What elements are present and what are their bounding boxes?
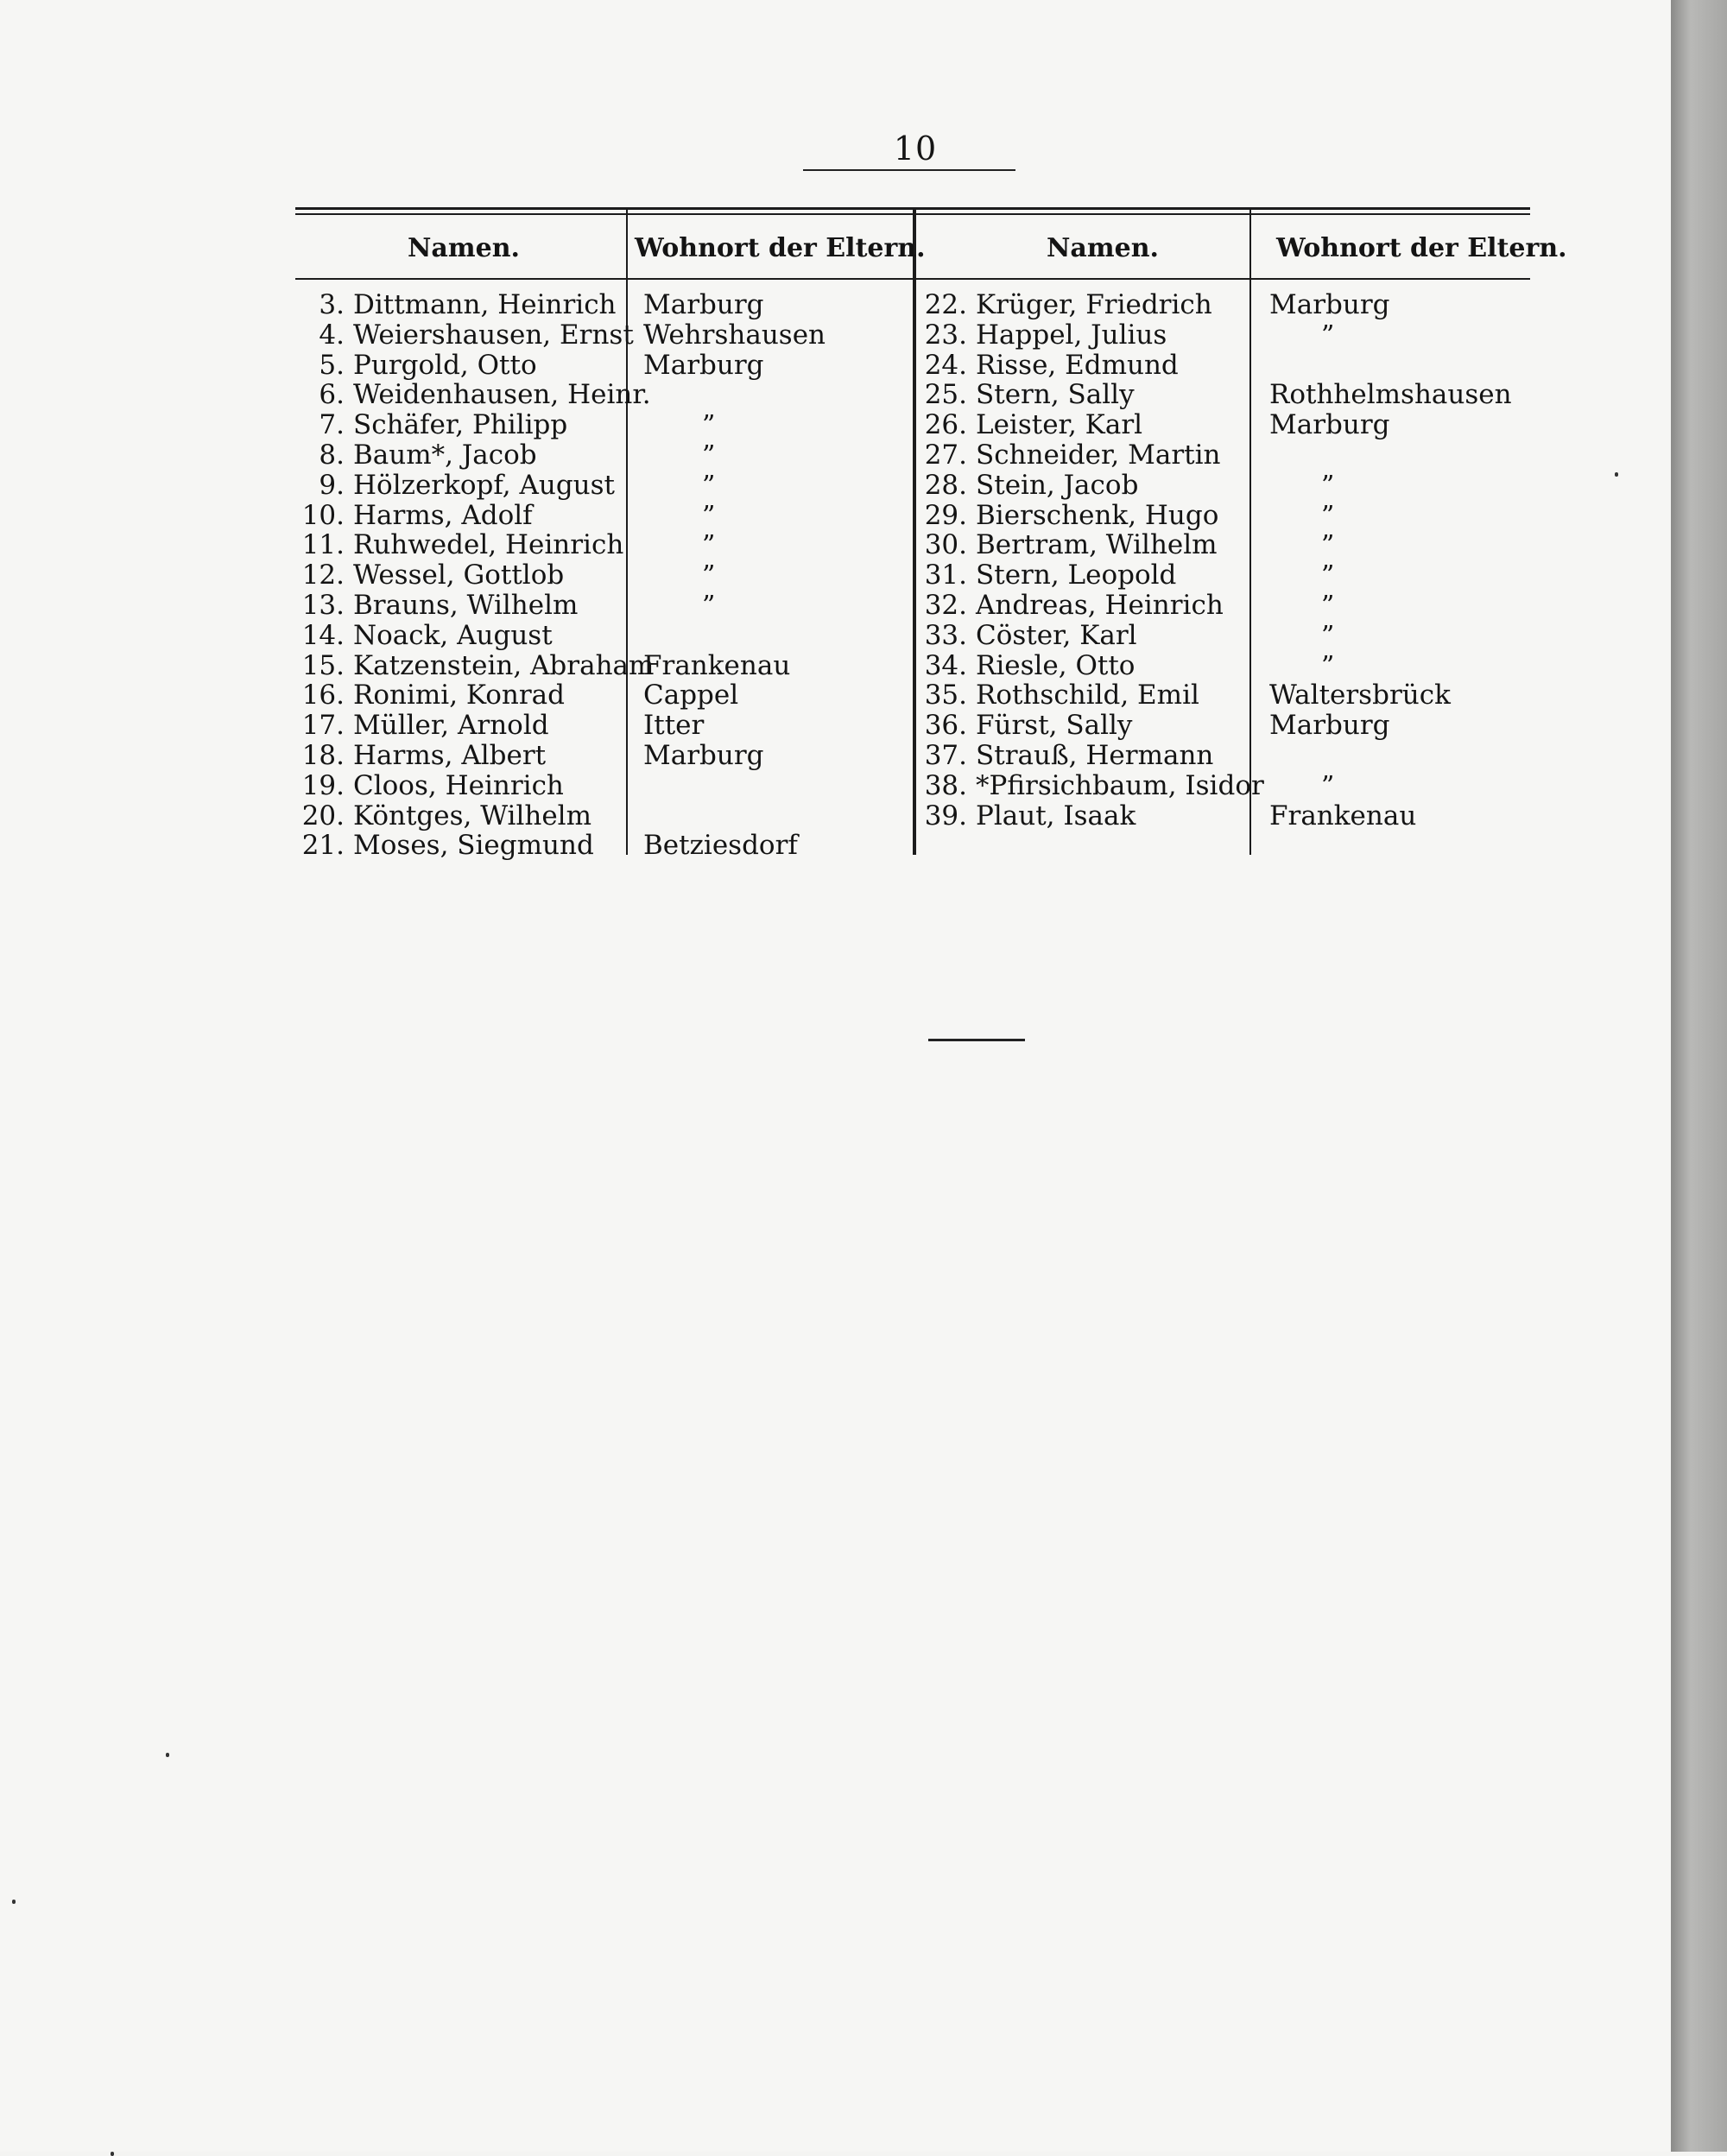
- entry-number: 16.: [301, 680, 345, 711]
- list-item: [299, 591, 654, 621]
- list-item: [924, 471, 1264, 501]
- list-item: [924, 591, 1264, 621]
- entry-number: 5.: [319, 349, 345, 381]
- header-names-right: Namen.: [1047, 233, 1159, 263]
- paper-speck: [111, 2152, 114, 2156]
- list-item: [924, 711, 1264, 741]
- ditto-mark: ”: [1321, 590, 1335, 621]
- list-item: [299, 711, 654, 741]
- header-names-left: Namen.: [408, 233, 520, 263]
- parents-residence: [643, 501, 826, 531]
- page-number: 10: [893, 130, 938, 168]
- ditto-mark: ”: [702, 590, 716, 621]
- parents-residence: [643, 771, 826, 801]
- list-item: [299, 801, 654, 831]
- parents-residence: [1269, 351, 1512, 381]
- list-item: [299, 741, 654, 771]
- list-item: [924, 530, 1264, 560]
- student-name: Risse, Edmund: [976, 349, 1179, 381]
- entry-number: 6.: [319, 379, 345, 411]
- page-number-rule: [803, 169, 1015, 171]
- entry-number: 20.: [301, 800, 345, 831]
- entry-number: 21.: [301, 830, 345, 862]
- entry-number: 11.: [301, 529, 345, 561]
- list-item: [924, 771, 1264, 801]
- ditto-mark: ”: [702, 560, 716, 591]
- list-item: [924, 801, 1264, 831]
- residence-text: Frankenau: [643, 649, 791, 681]
- residence-text: Marburg: [1269, 289, 1390, 320]
- ditto-mark: ”: [702, 410, 716, 441]
- parents-residence: [643, 410, 826, 440]
- student-name: Moses, Siegmund: [353, 830, 594, 862]
- entry-number: 13.: [301, 589, 345, 621]
- ditto-mark: ”: [1321, 650, 1335, 681]
- list-item: [924, 651, 1264, 681]
- student-name: Wessel, Gottlob: [353, 560, 565, 591]
- entry-number: 36.: [924, 710, 967, 742]
- list-item: [924, 440, 1264, 471]
- parents-residence: [1269, 741, 1512, 771]
- header-residence-left: Wohnort der Eltern.: [635, 233, 926, 263]
- residence-text: Marburg: [643, 739, 764, 771]
- entry-number: 24.: [924, 349, 967, 381]
- parents-residence: [643, 320, 826, 351]
- list-item: [299, 651, 654, 681]
- residence-text: Betziesdorf: [643, 830, 798, 862]
- residence-text: Marburg: [1269, 710, 1390, 742]
- student-name: Cloos, Heinrich: [353, 769, 564, 801]
- parents-residence: [643, 290, 826, 320]
- residence-column-left: [643, 290, 826, 861]
- student-name: Schneider, Martin: [976, 439, 1221, 471]
- parents-residence: [643, 471, 826, 501]
- student-name: Riesle, Otto: [976, 649, 1136, 681]
- student-name: *Pfirsichbaum, Isidor: [976, 769, 1264, 801]
- parents-residence: [1269, 651, 1512, 681]
- student-name: Krüger, Friedrich: [976, 289, 1212, 320]
- parents-residence: [643, 831, 826, 861]
- entry-number: 39.: [924, 800, 967, 831]
- names-column-left: [299, 290, 654, 861]
- list-item: [924, 621, 1264, 651]
- names-column-right: [924, 290, 1264, 831]
- entry-number: 27.: [924, 439, 967, 471]
- entry-number: 33.: [924, 619, 967, 651]
- entry-number: 19.: [301, 769, 345, 801]
- residence-column-right: [1269, 290, 1512, 831]
- student-name: Fürst, Sally: [976, 710, 1133, 742]
- list-item: [924, 560, 1264, 591]
- ditto-mark: ”: [1321, 530, 1335, 561]
- parents-residence: [643, 680, 826, 711]
- list-item: [299, 560, 654, 591]
- student-name: Stein, Jacob: [976, 469, 1139, 501]
- entry-number: 7.: [319, 409, 345, 441]
- paper-speck: [1615, 472, 1618, 477]
- list-item: [299, 290, 654, 320]
- list-item: [924, 741, 1264, 771]
- student-name: Bierschenk, Hugo: [976, 499, 1219, 531]
- parents-residence: [1269, 591, 1512, 621]
- residence-text: Wehrshausen: [643, 319, 826, 351]
- residence-text: Marburg: [1269, 409, 1390, 441]
- list-item: [299, 680, 654, 711]
- list-item: [299, 501, 654, 531]
- list-item: [924, 290, 1264, 320]
- student-name: Cöster, Karl: [976, 619, 1137, 651]
- entry-number: 8.: [319, 439, 345, 471]
- residence-text: Frankenau: [1269, 800, 1417, 831]
- list-item: [299, 440, 654, 471]
- parents-residence: [643, 711, 826, 741]
- student-name: Plaut, Isaak: [976, 800, 1136, 831]
- page-edge-shadow: [1671, 0, 1727, 2152]
- list-item: [299, 410, 654, 440]
- list-item: [299, 351, 654, 381]
- student-name: Weidenhausen, Heinr.: [353, 379, 651, 411]
- student-name: Noack, August: [353, 619, 553, 651]
- entry-number: 15.: [301, 649, 345, 681]
- entry-number: 12.: [301, 560, 345, 591]
- end-rule: [928, 1039, 1025, 1041]
- ditto-mark: ”: [702, 500, 716, 531]
- parents-residence: [1269, 501, 1512, 531]
- parents-residence: [643, 591, 826, 621]
- residence-text: Waltersbrück: [1269, 680, 1451, 711]
- entry-number: 34.: [924, 649, 967, 681]
- ditto-mark: ”: [1321, 470, 1335, 501]
- entry-number: 38.: [924, 769, 967, 801]
- list-item: [299, 831, 654, 861]
- parents-residence: [1269, 680, 1512, 711]
- parents-residence: [643, 530, 826, 560]
- entry-number: 25.: [924, 379, 967, 411]
- ditto-mark: ”: [1321, 500, 1335, 531]
- residence-text: Marburg: [643, 349, 764, 381]
- student-name: Köntges, Wilhelm: [353, 800, 591, 831]
- parents-residence: [643, 801, 826, 831]
- ditto-mark: ”: [702, 439, 716, 471]
- student-name: Bertram, Wilhelm: [976, 529, 1218, 561]
- student-name: Happel, Julius: [976, 319, 1167, 351]
- entry-number: 22.: [924, 289, 967, 320]
- student-name: Harms, Adolf: [353, 499, 533, 531]
- student-name: Ronimi, Konrad: [353, 680, 566, 711]
- entry-number: 17.: [301, 710, 345, 742]
- student-name: Dittmann, Heinrich: [353, 289, 617, 320]
- entry-number: 10.: [301, 499, 345, 531]
- parents-residence: [1269, 530, 1512, 560]
- center-divider: [913, 210, 916, 855]
- entry-number: 28.: [924, 469, 967, 501]
- student-name: Baum*, Jacob: [353, 439, 537, 471]
- entry-number: 29.: [924, 499, 967, 531]
- ditto-mark: ”: [1321, 770, 1335, 801]
- student-name: Stern, Leopold: [976, 560, 1177, 591]
- ditto-mark: ”: [1321, 620, 1335, 651]
- entry-number: 23.: [924, 319, 967, 351]
- entry-number: 18.: [301, 739, 345, 771]
- list-item: [924, 351, 1264, 381]
- entry-number: 9.: [319, 469, 345, 501]
- paper-speck: [12, 1900, 16, 1904]
- paper-speck: [166, 1753, 169, 1757]
- residence-text: Cappel: [643, 680, 739, 711]
- student-name: Katzenstein, Abraham: [353, 649, 655, 681]
- parents-residence: [643, 741, 826, 771]
- student-name: Brauns, Wilhelm: [353, 589, 579, 621]
- entry-number: 3.: [319, 289, 345, 320]
- list-item: [924, 680, 1264, 711]
- list-item: [924, 410, 1264, 440]
- parents-residence: [643, 560, 826, 591]
- residence-text: Itter: [643, 710, 705, 742]
- residence-text: Rothhelmshausen: [1269, 379, 1512, 411]
- entry-number: 14.: [301, 619, 345, 651]
- entry-number: 35.: [924, 680, 967, 711]
- parents-residence: [1269, 380, 1512, 410]
- parents-residence: [1269, 621, 1512, 651]
- student-name: Stern, Sally: [976, 379, 1135, 411]
- list-item: [924, 501, 1264, 531]
- student-name: Ruhwedel, Heinrich: [353, 529, 624, 561]
- parents-residence: [1269, 440, 1512, 471]
- entry-number: 37.: [924, 739, 967, 771]
- parents-residence: [1269, 410, 1512, 440]
- parents-residence: [643, 621, 826, 651]
- entry-number: 30.: [924, 529, 967, 561]
- header-residence-right: Wohnort der Eltern.: [1276, 233, 1567, 263]
- student-name: Weiershausen, Ernst: [353, 319, 634, 351]
- entry-number: 32.: [924, 589, 967, 621]
- student-name: Leister, Karl: [976, 409, 1143, 441]
- list-item: [299, 621, 654, 651]
- parents-residence: [643, 351, 826, 381]
- parents-residence: [1269, 290, 1512, 320]
- student-name: Andreas, Heinrich: [976, 589, 1224, 621]
- list-item: [299, 771, 654, 801]
- list-item: [299, 530, 654, 560]
- student-name: Purgold, Otto: [353, 349, 537, 381]
- ditto-mark: ”: [1321, 560, 1335, 591]
- list-item: [299, 380, 654, 410]
- parents-residence: [643, 380, 826, 410]
- list-item: [924, 320, 1264, 351]
- parents-residence: [1269, 471, 1512, 501]
- student-name: Harms, Albert: [353, 739, 547, 771]
- ditto-mark: ”: [702, 530, 716, 561]
- entry-number: 31.: [924, 560, 967, 591]
- student-name: Schäfer, Philipp: [353, 409, 568, 441]
- student-name: Hölzerkopf, August: [353, 469, 616, 501]
- parents-residence: [1269, 801, 1512, 831]
- parents-residence: [643, 651, 826, 681]
- ditto-mark: ”: [702, 470, 716, 501]
- residence-text: Marburg: [643, 289, 764, 320]
- parents-residence: [1269, 320, 1512, 351]
- list-item: [299, 320, 654, 351]
- student-name: Strauß, Hermann: [976, 739, 1214, 771]
- student-name: Rothschild, Emil: [976, 680, 1199, 711]
- ditto-mark: ”: [1321, 319, 1335, 351]
- parents-residence: [1269, 711, 1512, 741]
- parents-residence: [1269, 560, 1512, 591]
- list-item: [924, 380, 1264, 410]
- parents-residence: [643, 440, 826, 471]
- student-name: Müller, Arnold: [353, 710, 549, 742]
- entry-number: 4.: [319, 319, 345, 351]
- entry-number: 26.: [924, 409, 967, 441]
- list-item: [299, 471, 654, 501]
- parents-residence: [1269, 771, 1512, 801]
